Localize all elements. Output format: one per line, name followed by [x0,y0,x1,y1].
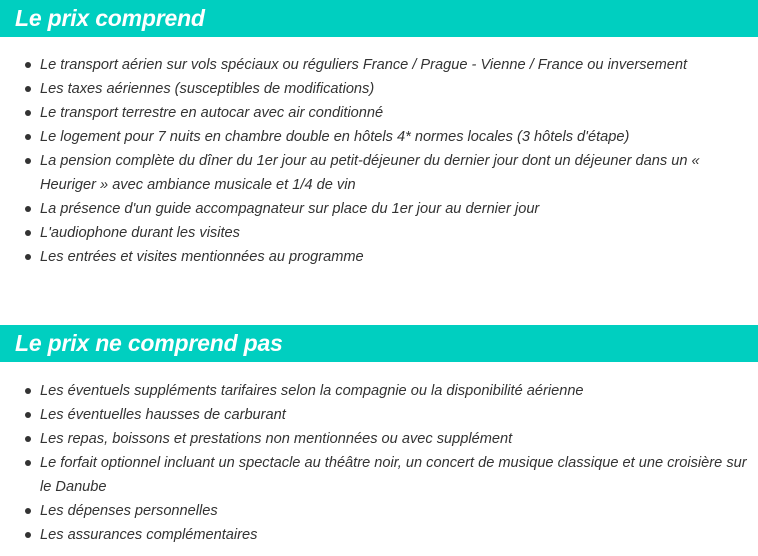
price-excludes-list [0,362,758,547]
list-item [0,523,758,547]
list-item-text: Les taxes aériennes (susceptibles de modifications) [40,81,375,97]
price-excludes-header [0,325,758,362]
list-item-text: Les éventuelles hausses de carburant [40,407,286,423]
bullet-icon [25,134,31,140]
price-includes-header [0,0,758,37]
list-item [0,101,758,125]
list-item-text: Les assurances complémentaires [40,527,258,543]
list-item [0,427,758,451]
bullet-icon [25,436,31,442]
list-item [0,379,758,403]
price-includes-section [0,0,758,269]
list-item [0,53,758,77]
list-item [0,403,758,427]
bullet-icon [25,508,31,514]
list-item-text: La présence d'un guide accompagnateur sur place du 1er jour au dernier jour [40,201,540,217]
list-item-text: La pension complète du dîner du 1er jour au petit-déjeuner du dernier jour dont un déjeuner dans un « Heuriger » avec ambiance musicale et 1/4 de vin [40,153,700,193]
bullet-icon [25,110,31,116]
list-item-text: Le transport terrestre en autocar avec air conditionné [40,105,384,121]
list-item-text: Les entrées et visites mentionnées au programme [40,249,364,265]
list-item [0,221,758,245]
price-excludes-section [0,325,758,547]
list-item-text: Le transport aérien sur vols spéciaux ou réguliers France / Prague - Vienne / France ou inversement [40,57,688,73]
bullet-icon [25,62,31,68]
bullet-icon [25,86,31,92]
list-item-text: Les dépenses personnelles [40,503,218,519]
list-item [0,125,758,149]
list-item [0,245,758,269]
list-item-text: L'audiophone durant les visites [40,225,240,241]
bullet-icon [25,460,31,466]
bullet-icon [25,254,31,260]
price-includes-title: Le prix comprend [15,5,205,31]
bullet-icon [25,158,31,164]
bullet-icon [25,532,31,538]
bullet-icon [25,388,31,394]
list-item-text: Les repas, boissons et prestations non mentionnées ou avec supplément [40,431,513,447]
bullet-icon [25,206,31,212]
list-item [0,197,758,221]
list-item [0,499,758,523]
price-includes-list [0,37,758,269]
list-item [0,451,758,499]
list-item-text: Le logement pour 7 nuits en chambre double en hôtels 4* normes locales (3 hôtels d'étape) [40,129,630,145]
list-item [0,149,758,197]
price-excludes-title: Le prix ne comprend pas [15,330,283,356]
bullet-icon [25,412,31,418]
list-item-text: Les éventuels suppléments tarifaires selon la compagnie ou la disponibilité aérienne [40,383,584,399]
bullet-icon [25,230,31,236]
list-item [0,77,758,101]
list-item-text: Le forfait optionnel incluant un spectacle au théâtre noir, un concert de musique classique et une croisière sur le Danube [40,455,747,495]
